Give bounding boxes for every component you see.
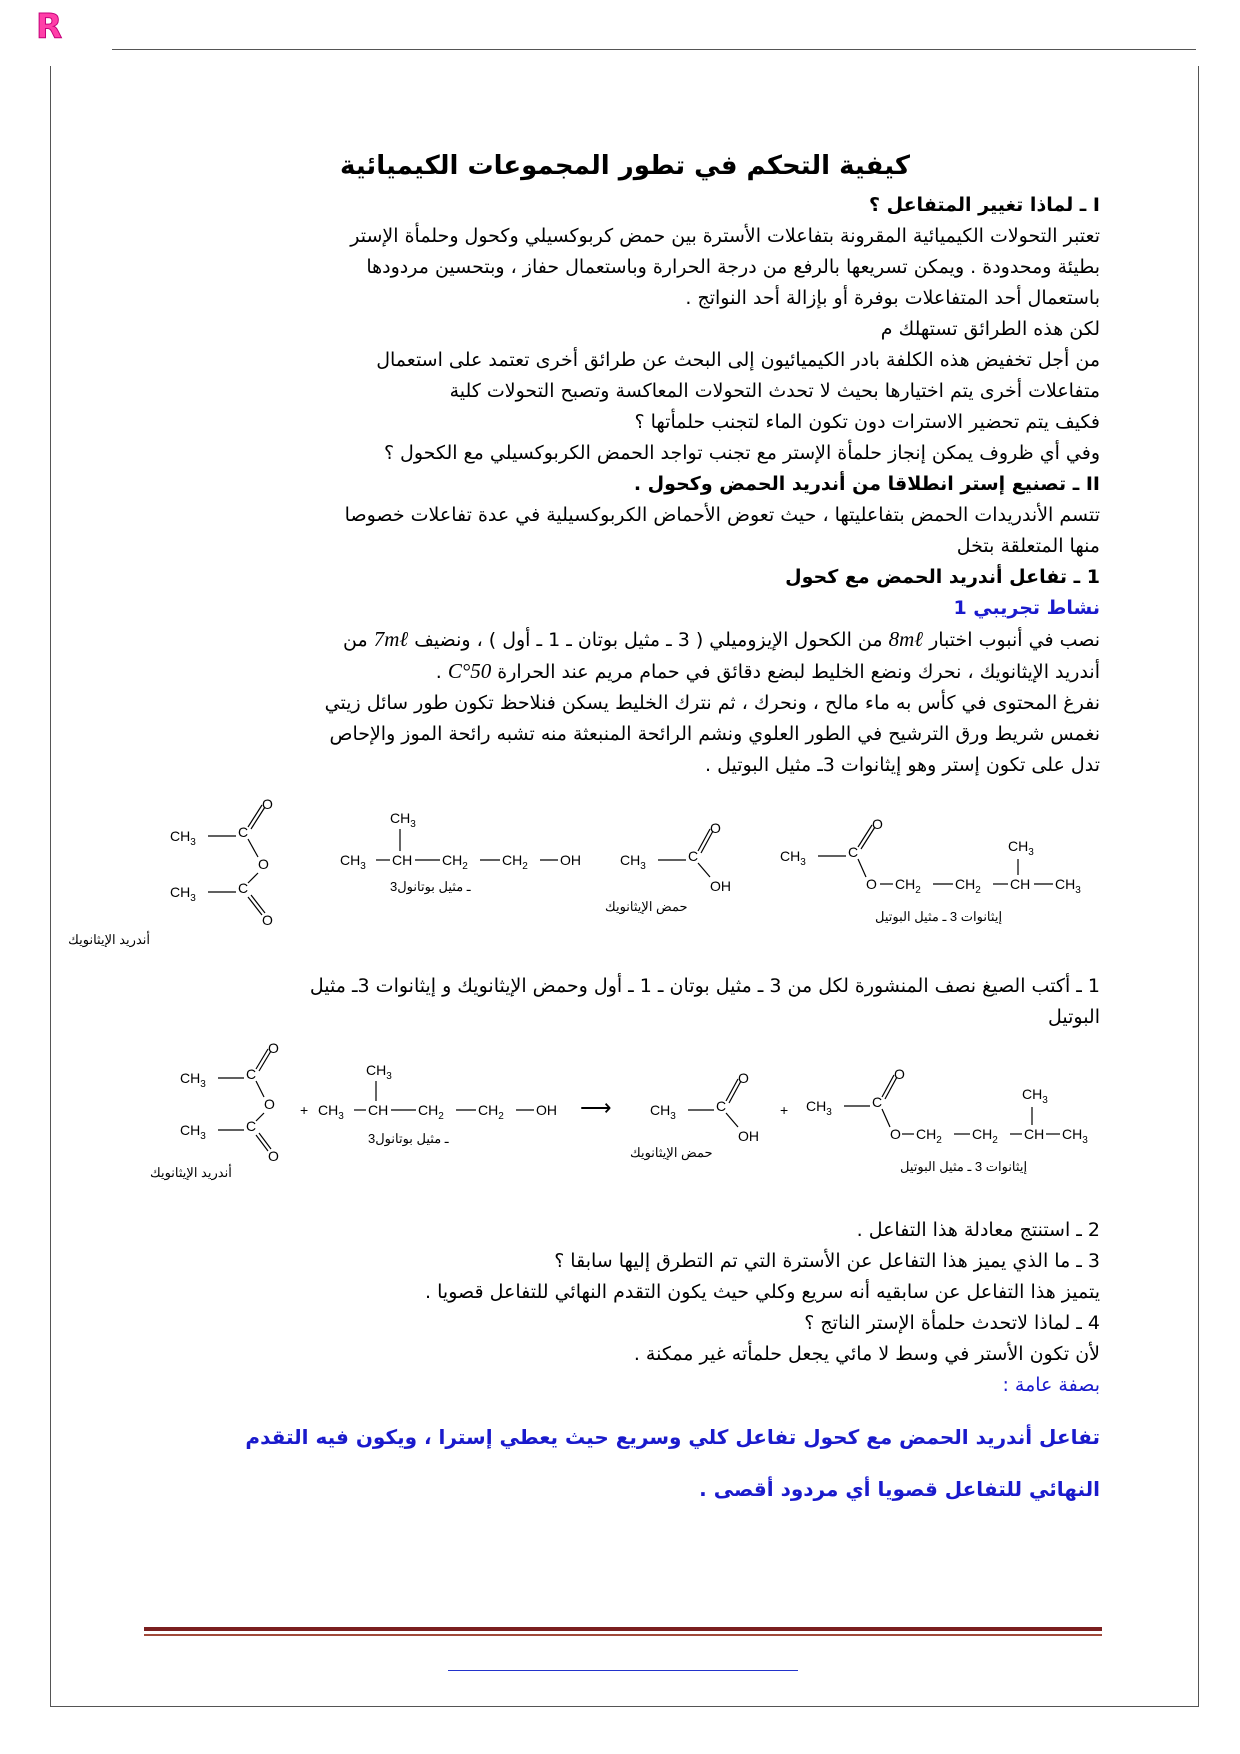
alcohol-structure [340, 810, 581, 895]
svg-text:OH: OH [560, 852, 581, 868]
reaction-arrow: ⟶ [580, 1095, 612, 1120]
activity-title: نشاط تجريبي 1 [953, 597, 1100, 619]
svg-text:أندريد الإيثانويك: أندريد الإيثانويك [68, 932, 150, 947]
svg-text:O: O [268, 1148, 279, 1164]
svg-text:C: C [246, 1066, 257, 1082]
svg-text:C: C [238, 880, 249, 896]
svg-text:CH3: $CH_3$ [318, 1102, 344, 1122]
svg-text:3ـ مثيل بوتانول: 3ـ مثيل بوتانول [390, 879, 471, 894]
svg-text:C: C [848, 844, 859, 860]
activity-line: تدل على تكون إستر وهو إيثانوات 3ـ مثيل البوتيل . [705, 754, 1100, 776]
svg-text:CH2: $CH_2$ [442, 852, 468, 872]
svg-text:CH3: $CH_3$ [1055, 876, 1081, 896]
svg-text:O: O [866, 876, 877, 892]
section1-line: بطيئة ومحدودة . ويمكن تسريعها بالرفع من درجة الحرارة وباستعمال حفاز ، وبتحسين مردودها [366, 256, 1100, 278]
question-1: 1 ـ أكتب الصيغ نصف المنشورة لكل من 3 ـ مثيل بوتان ـ 1 ـ أول وحمض الإيثانويك و إيثانوات 3ـ مثيل [309, 975, 1100, 997]
svg-text:CH3: $CH_3$ [650, 1102, 676, 1122]
svg-text:CH2: $CH_2$ [418, 1102, 444, 1122]
svg-text:CH3: $CH_3$ [180, 1070, 206, 1090]
question-3: 3 ـ ما الذي يميز هذا التفاعل عن الأسترة التي تم التطرق إليها سابقا ؟ [554, 1250, 1100, 1272]
svg-text:CH3: $CH_3$ [1008, 838, 1034, 858]
svg-text:CH3: $CH_3$ [170, 828, 196, 848]
svg-text:CH3: $CH_3$ [340, 852, 366, 872]
svg-text:OH: OH [738, 1128, 759, 1144]
activity-line: نغمس شريط ورق الترشيح في الطور العلوي ونشم الرائحة المنبعثة منه تشبه رائحة الموز والإحاص [329, 723, 1100, 745]
footer-link-line[interactable] [448, 1670, 798, 1671]
footer-rule [144, 1627, 1102, 1631]
svg-text:O: O [738, 1070, 749, 1086]
svg-text:CH3: $CH_3$ [806, 1098, 832, 1118]
svg-text:CH3: $CH_3$ [180, 1122, 206, 1142]
svg-text:O: O [268, 1040, 279, 1056]
ester-structure [780, 816, 1081, 925]
svg-text:CH: CH [368, 1102, 389, 1118]
svg-text:CH2: $CH_2$ [502, 852, 528, 872]
svg-text:CH2: $CH_2$ [895, 876, 921, 896]
svg-text:CH: CH [392, 852, 413, 868]
reactant-alcohol [318, 1062, 557, 1147]
section2-subheading: 1 ـ تفاعل أندريد الحمض مع كحول [785, 566, 1100, 588]
plus-sign: + [780, 1102, 789, 1118]
svg-text:OH: OH [710, 878, 731, 894]
svg-text:CH3: $CH_3$ [780, 848, 806, 868]
section2-line: تتسم الأندريدات الحمض بتفاعليتها ، حيث تعوض الأحماض الكربوكسيلية في عدة تفاعلات خصوصا [344, 504, 1100, 526]
svg-text:O: O [894, 1066, 905, 1082]
svg-text:O: O [258, 856, 269, 872]
molecules-figure [68, 789, 1100, 959]
svg-text:حمض الإيثانويك: حمض الإيثانويك [630, 1145, 713, 1160]
svg-text:إيثانوات 3 ـ مثيل البوتيل: إيثانوات 3 ـ مثيل البوتيل [900, 1159, 1028, 1174]
svg-text:CH3: $CH_3$ [366, 1062, 392, 1082]
svg-text:C: C [238, 824, 249, 840]
svg-text:O: O [262, 912, 273, 928]
question-4: 4 ـ لماذا لاتحدث حلمأة الإستر الناتج ؟ [804, 1312, 1100, 1334]
volume-anhydride: 7mℓ [373, 627, 409, 651]
svg-text:CH3: $CH_3$ [390, 810, 416, 830]
footer-rule-thin [144, 1634, 1102, 1636]
document-body [68, 148, 1100, 1525]
section1-line: باستعمال أحد المتفاعلات بوفرة أو بإزالة أحد النواتج . [685, 287, 1100, 309]
svg-text:CH2: $CH_2$ [972, 1126, 998, 1146]
section1-line: فكيف يتم تحضير الاسترات دون تكون الماء لتجنب حلمأتها ؟ [634, 411, 1100, 433]
svg-text:CH: CH [1024, 1126, 1045, 1142]
svg-text:C: C [872, 1094, 883, 1110]
reaction-figure [150, 1039, 1100, 1189]
svg-text:إيثانوات 3 ـ مثيل البوتيل: إيثانوات 3 ـ مثيل البوتيل [875, 909, 1003, 924]
svg-text:CH3: $CH_3$ [170, 884, 196, 904]
svg-text:CH2: $CH_2$ [955, 876, 981, 896]
temperature: 50°C [447, 659, 492, 683]
logo: R [36, 7, 63, 47]
plus-sign: + [300, 1102, 309, 1118]
question-2: 2 ـ استنتج معادلة هذا التفاعل . [856, 1219, 1100, 1241]
volume-alcohol: 8mℓ [888, 627, 924, 651]
question-1-cont: البوتيل [1047, 1006, 1100, 1028]
section1-line: لكن هذه الطرائق تستهلك م [880, 318, 1100, 340]
section1-line: من أجل تخفيض هذه الكلفة بادر الكيميائيون إلى البحث عن طرائق أخرى تعتمد على استعمال [376, 349, 1100, 371]
svg-text:CH2: $CH_2$ [478, 1102, 504, 1122]
svg-text:O: O [872, 816, 883, 832]
svg-text:CH3: $CH_3$ [620, 852, 646, 872]
section1-line: متفاعلات أخرى يتم اختيارها بحيث لا تحدث التحولات المعاكسة وتصبح التحولات كلية [449, 380, 1100, 402]
svg-text:C: C [688, 848, 699, 864]
svg-text:CH: CH [1010, 876, 1031, 892]
header-rule [112, 49, 1196, 50]
svg-text:CH3: $CH_3$ [1022, 1086, 1048, 1106]
section2-line: منها المتعلقة بتخل [956, 535, 1100, 557]
svg-text:حمض الإيثانويك: حمض الإيثانويك [605, 899, 688, 914]
section1-heading: I ـ لماذا تغيير المتفاعل ؟ [868, 194, 1100, 216]
svg-text:أندريد الإيثانويك: أندريد الإيثانويك [150, 1165, 232, 1180]
page-title: كيفية التحكم في تطور المجموعات الكيميائية [340, 151, 910, 181]
svg-text:O: O [262, 796, 273, 812]
svg-text:CH3: $CH_3$ [1062, 1126, 1088, 1146]
product-ester [806, 1066, 1088, 1175]
section1-line: تعتبر التحولات الكيميائية المقرونة بتفاعلات الأسترة بين حمض كربوكسيلي وكحول وحلمأة الإستر [350, 225, 1100, 247]
svg-text:O: O [710, 820, 721, 836]
summary-label: بصفة عامة : [1002, 1374, 1100, 1396]
svg-text:O: O [264, 1096, 275, 1112]
summary-line: تفاعل أندريد الحمض مع كحول تفاعل كلي وسريع حيث يعطي إسترا ، ويكون فيه التقدم [245, 1425, 1100, 1449]
answer-4: لأن تكون الأستر في وسط لا مائي يجعل حلمأته غير ممكنة . [633, 1343, 1100, 1365]
activity-line: نفرغ المحتوى في كأس به ماء مالح ، ونحرك ، ثم نترك الخليط يسكن فنلاحظ تكون طور سائل زيتي [324, 692, 1100, 714]
section2-heading: II ـ تصنيع إستر انطلاقا من أندريد الحمض وكحول . [633, 473, 1100, 495]
svg-text:OH: OH [536, 1102, 557, 1118]
section1-line: وفي أي ظروف يمكن إنجاز حلمأة الإستر مع تجنب تواجد الحمض الكربوكسيلي مع الكحول ؟ [383, 442, 1100, 464]
activity-line: أندريد الإيثانويك ، نحرك ونضع الخليط لبضع دقائق في حمام مريم عند الحرارة 50°C . [435, 659, 1100, 683]
svg-text:O: O [890, 1126, 901, 1142]
activity-line: نصب في أنبوب اختبار 8mℓ من الكحول الإيزوميلي ( 3 ـ مثيل بوتان ـ 1 ـ أول ) ، ونضيف 7mℓ من [343, 627, 1100, 651]
svg-text:C: C [246, 1118, 257, 1134]
answer-3: يتميز هذا التفاعل عن سابقيه أنه سريع وكلي حيث يكون التقدم النهائي للتفاعل قصويا . [425, 1281, 1100, 1303]
reaction-svg [150, 1039, 1100, 1189]
molecules-svg [68, 789, 1100, 959]
svg-text:CH2: $CH_2$ [916, 1126, 942, 1146]
acid-structure [605, 820, 731, 915]
summary-line: النهائي للتفاعل قصويا أي مردود أقصى . [699, 1477, 1100, 1501]
svg-text:3ـ مثيل بوتانول: 3ـ مثيل بوتانول [368, 1131, 449, 1146]
svg-text:C: C [716, 1098, 727, 1114]
reactant-anhydride [150, 1040, 279, 1181]
